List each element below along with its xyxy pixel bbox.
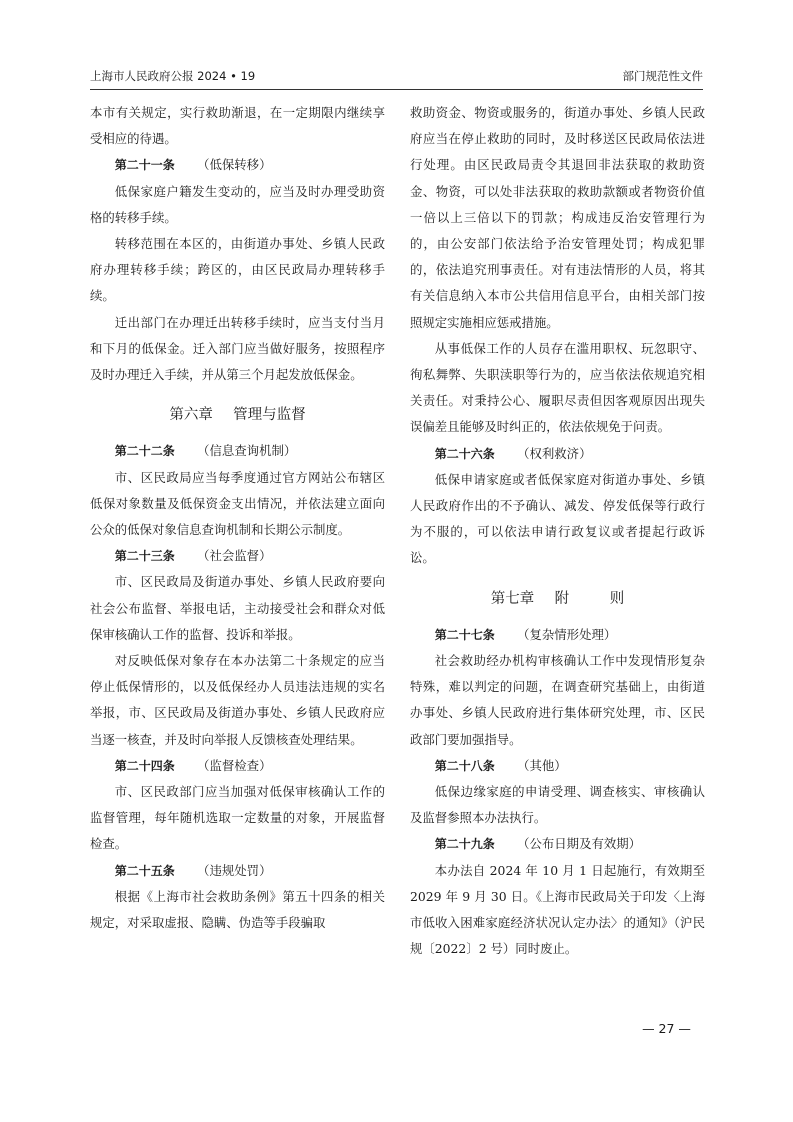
article-number: 第二十六条 — [434, 446, 495, 461]
article-number: 第二十一条 — [114, 158, 175, 173]
paragraph: 本办法自 2024 年 10 月 1 日起施行，有效期至 2029 年 9 月 30 日。《上海市民政局关于印发〈上海市低收入困难家庭经济状况认定办法〉的通知》（沪民规〔2022〕2 号）同时废止。 — [410, 862, 705, 957]
article-heading-26 — [410, 441, 705, 467]
paragraph: 本市有关规定，实行救助渐退，在一定期限内继续享受相应的待遇。 — [90, 105, 385, 147]
paragraph: 市、区民政部门应当加强对低保审核确认工作的监督管理，每年随机选取一定数量的对象，开展监督检查。 — [90, 784, 385, 852]
journal-title: 上海市人民政府公报 2024 • 19 — [90, 69, 256, 83]
paragraph: 低保边缘家庭的申请受理、调查核实、审核确认及监督参照本办法执行。 — [410, 784, 705, 826]
paragraph: 转移范围在本区的，由街道办事处、乡镇人民政府办理转移手续；跨区的，由区民政局办理转移手续。 — [90, 236, 385, 304]
chapter-number: 第七章 — [490, 590, 535, 607]
chapter-title-part: 附 — [554, 590, 570, 607]
paragraph: 市、区民政局应当每季度通过官方网站公布辖区低保对象数量及低保资金支出情况，并依法建立面向公众的低保对象信息查询机制和长期公示制度。 — [90, 469, 385, 538]
page-header — [90, 62, 703, 86]
paragraph: 低保申请家庭或者低保家庭对街道办事处、乡镇人民政府作出的不予确认、减发、停发低保等行政行为不服的，可以依法申请行政复议或者提起行政诉讼。 — [410, 471, 705, 566]
article-heading-23 — [90, 543, 385, 569]
paragraph: 社会救助经办机构审核确认工作中发现情形复杂特殊，难以判定的问题，在调查研究基础上，由街道办事处、乡镇人民政府进行集体研究处理，市、区民政部门要加强指导。 — [410, 653, 705, 747]
article-number: 第二十三条 — [114, 549, 175, 564]
header-divider — [90, 89, 703, 90]
chapter-title: 管理与监督 — [233, 407, 306, 424]
article-topic: （其他） — [517, 757, 567, 773]
paragraph: 从事低保工作的人员存在滥用职权、玩忽职守、徇私舞弊、失职渎职等行为的，应当依法依规追究相关责任。对秉持公心、履职尽责但因客观原因出现失误偏差且能够及时纠正的，依法依规免于问责。 — [410, 340, 705, 435]
paragraph: 低保家庭户籍发生变动的，应当及时办理受助资格的转移手续。 — [90, 183, 385, 225]
article-topic: （权利救济） — [517, 445, 592, 461]
article-number: 第二十八条 — [434, 758, 495, 773]
article-heading-27 — [410, 622, 705, 648]
article-topic: （低保转移） — [197, 157, 272, 173]
article-topic: （复杂情形处理） — [517, 626, 617, 642]
article-topic: （监督检查） — [197, 757, 272, 773]
article-number: 第二十九条 — [434, 837, 495, 852]
paragraph: 对反映低保对象存在本办法第二十条规定的应当停止低保情形的，以及低保经办人员违法违规的实名举报，市、区民政局及街道办事处、乡镇人民政府应当逐一核查，并及时向举报人反馈核查处理结果。 — [90, 653, 385, 747]
article-topic: （公布日期及有效期） — [517, 836, 642, 852]
section-label: 部门规范性文件 — [622, 69, 703, 83]
article-heading-25 — [90, 858, 385, 884]
article-heading-29 — [410, 831, 705, 857]
page-number: — 27 — — [642, 1021, 691, 1036]
article-number: 第二十七条 — [434, 627, 495, 642]
article-number: 第二十四条 — [114, 758, 175, 773]
article-heading-24 — [90, 753, 385, 779]
article-heading-21 — [90, 152, 385, 178]
article-topic: （违规处罚） — [197, 862, 272, 878]
paragraph: 救助资金、物资或服务的，街道办事处、乡镇人民政府应当在停止救助的同时，及时移送区民政局依法进行处理。由区民政局责令其退回非法获取的救助资金、物资，可以处非法获取的救助款额或者物资价值一倍以上三倍以下的罚款；构成违反治安管理行为的，由公安部门依法给予治安管理处罚；构成犯罪的，依法追究刑事责任。对有违法情形的人员，将其有关信息纳入本市公共信用信息平台，由相关部门按照规定实施相应惩戒措施。 — [410, 105, 705, 330]
article-heading-28 — [410, 753, 705, 779]
chapter-title-part: 则 — [609, 590, 625, 607]
article-topic: （社会监督） — [197, 548, 272, 564]
article-topic: （信息查询机制） — [197, 443, 297, 459]
right-column — [410, 100, 705, 963]
paragraph: 市、区民政局及街道办事处、乡镇人民政府要向社会公布监督、举报电话，主动接受社会和群众对低保审核确认工作的监督、投诉和举报。 — [90, 574, 385, 642]
chapter-6-heading — [90, 402, 385, 428]
chapter-number: 第六章 — [169, 407, 213, 424]
paragraph: 迁出部门在办理迁出转移手续时，应当支付当月和下月的低保金。迁入部门应当做好服务，按照程序及时办理迁入手续，并从第三个月起发放低保金。 — [90, 314, 385, 383]
left-column — [90, 100, 385, 936]
article-number: 第二十二条 — [114, 444, 175, 459]
chapter-7-heading — [410, 586, 705, 612]
article-number: 第二十五条 — [114, 863, 175, 878]
paragraph: 根据《上海市社会救助条例》第五十四条的相关规定，对采取虚报、隐瞒、伪造等手段骗取 — [90, 888, 385, 931]
article-heading-22 — [90, 438, 385, 464]
